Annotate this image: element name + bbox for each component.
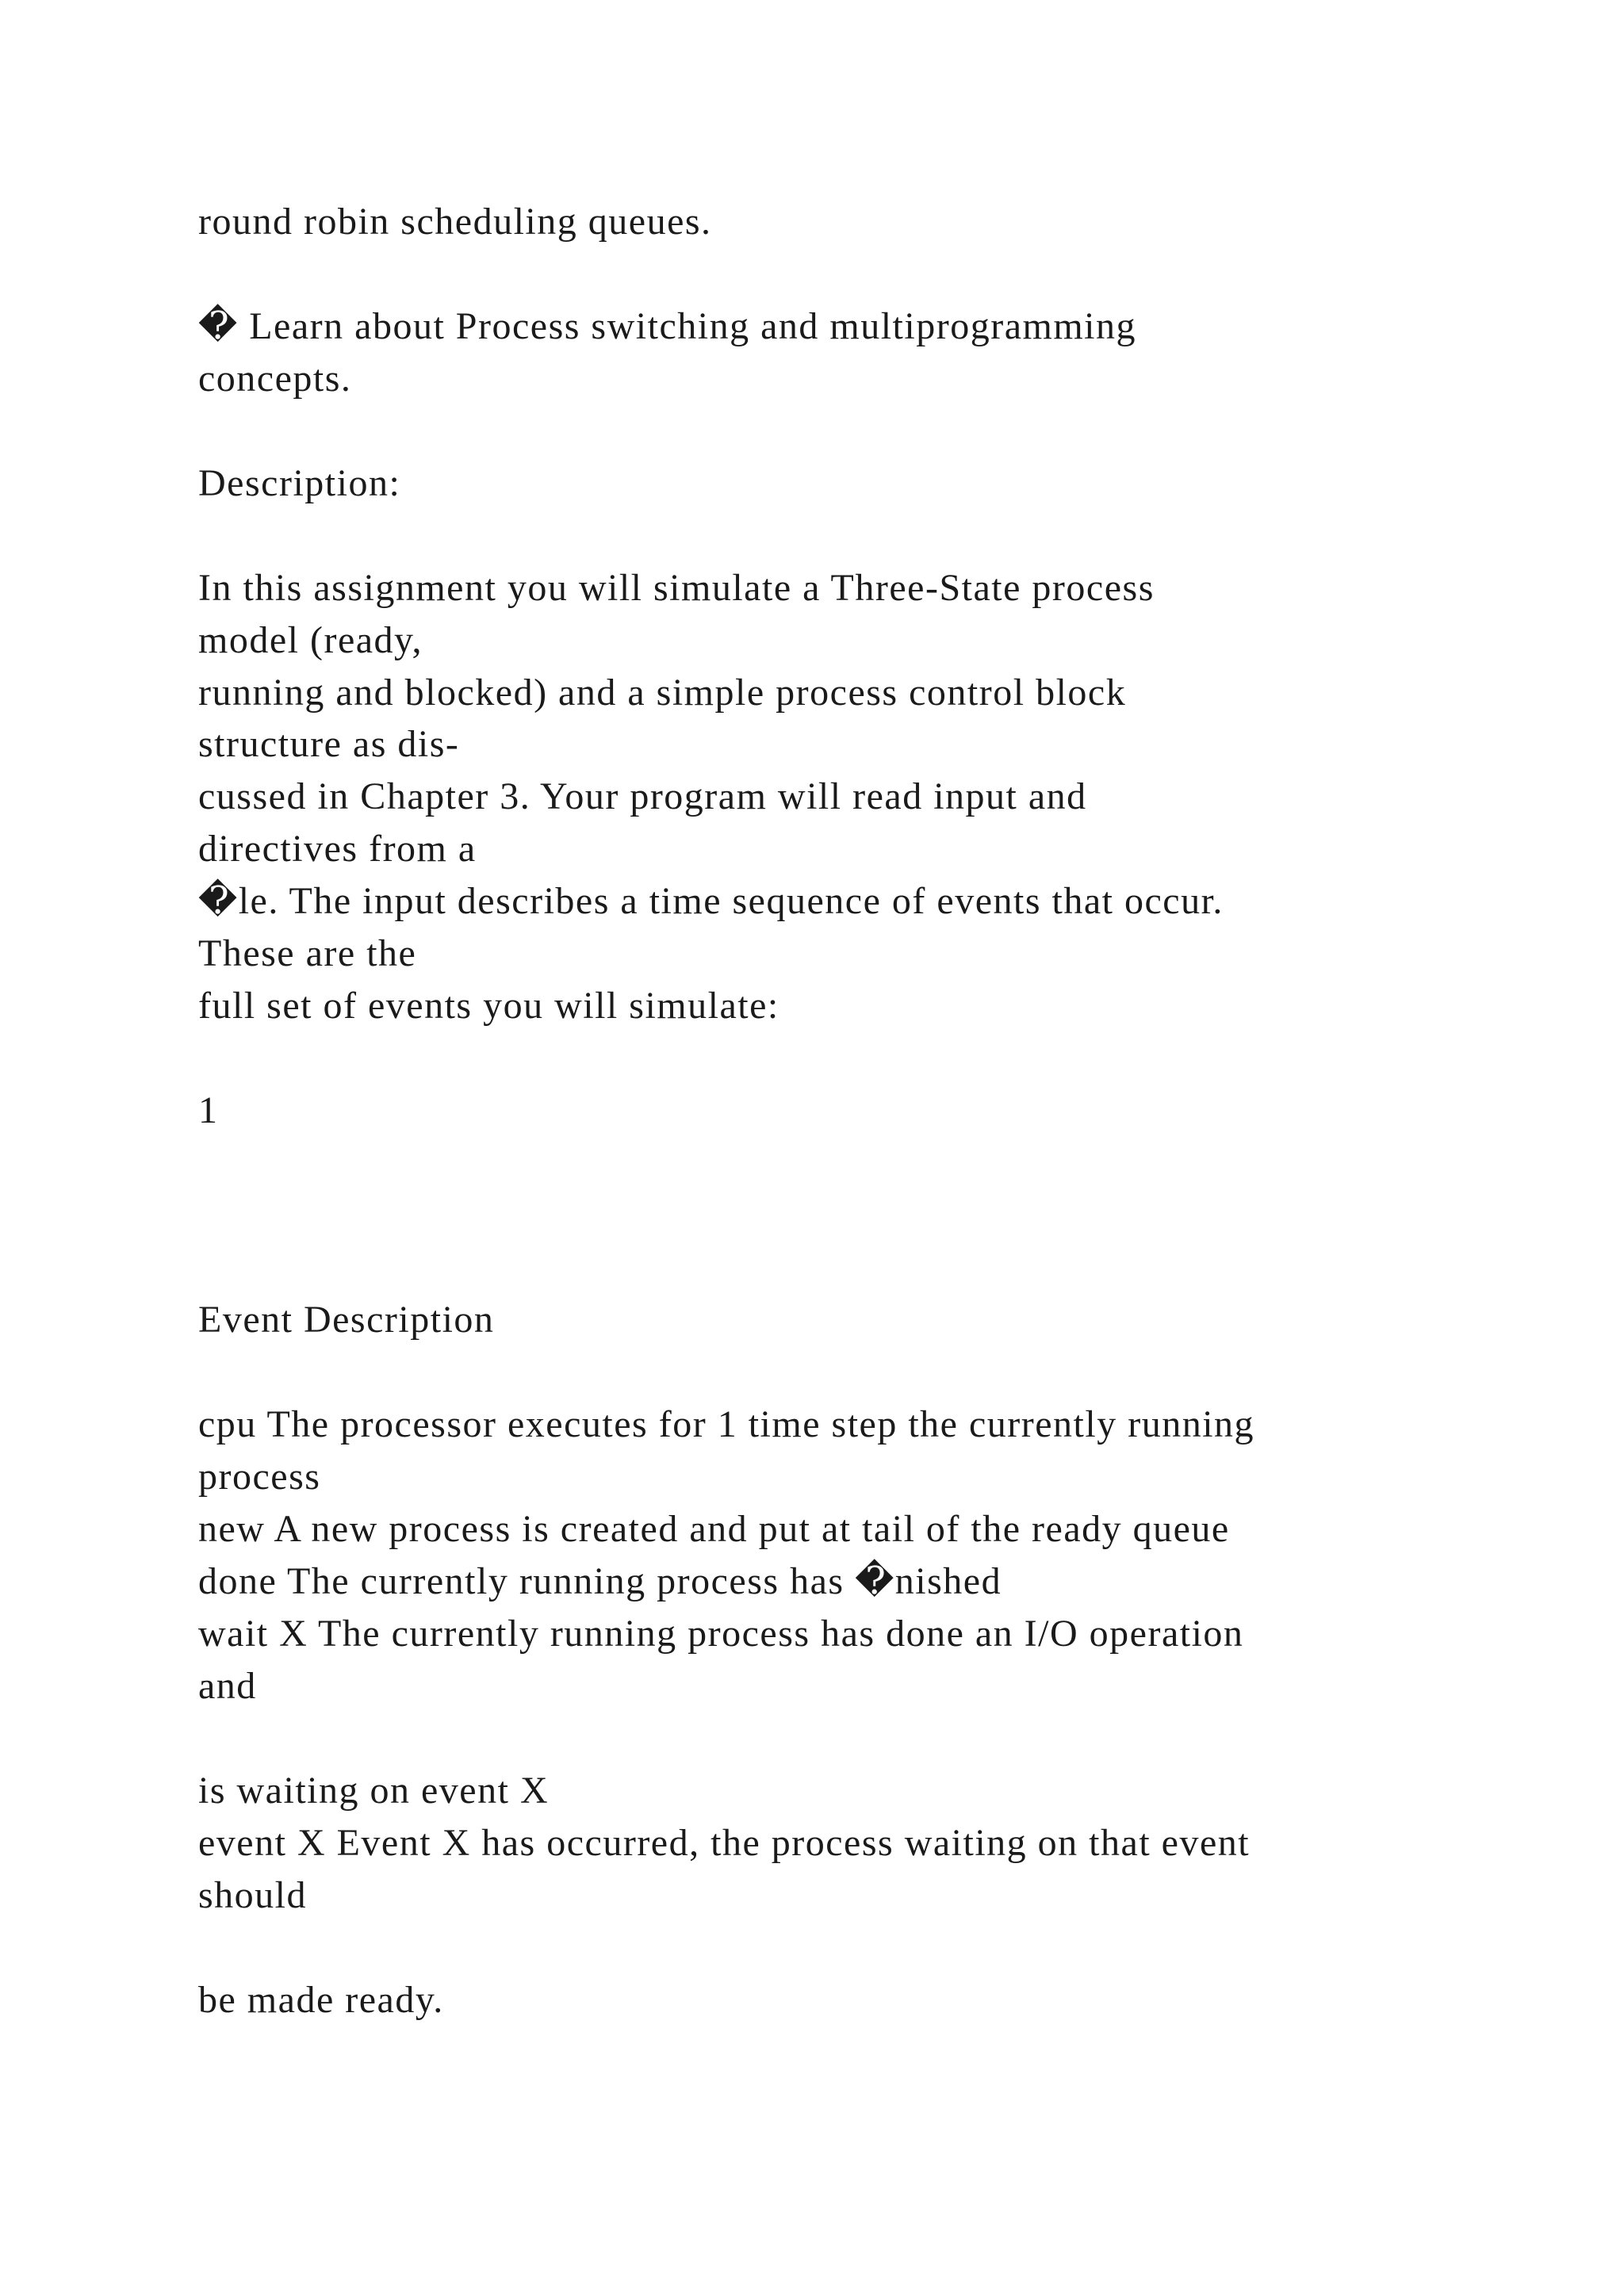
text-line: In this assignment you will simulate a Three-State process — [198, 567, 1155, 609]
table-header: Event Description — [198, 1299, 495, 1341]
event-row: cpu The processor executes for 1 time step the currently running — [198, 1403, 1255, 1445]
text-line: These are the — [198, 932, 417, 974]
event-row: is waiting on event X — [198, 1770, 550, 1812]
event-row: be made ready. — [198, 1979, 444, 2021]
text-line: model (ready, — [198, 619, 423, 661]
text-line: structure as dis- — [198, 723, 460, 765]
event-row: wait X The currently running process has done an I/O operation — [198, 1613, 1244, 1655]
text-line: � Learn about Process switching and multiprogramming — [198, 305, 1137, 347]
text-line: cussed in Chapter 3. Your program will read input and — [198, 775, 1087, 817]
text-line: �le. The input describes a time sequence of events that occur. — [198, 880, 1224, 922]
text-line: directives from a — [198, 828, 477, 870]
page-number: 1 — [198, 1089, 219, 1131]
text-line: full set of events you will simulate: — [198, 985, 779, 1027]
section-heading: Description: — [198, 462, 401, 504]
text-line: concepts. — [198, 358, 352, 400]
event-row: done The currently running process has �nished — [198, 1560, 1002, 1602]
event-row: new A new process is created and put at tail of the ready queue — [198, 1508, 1230, 1550]
text-line: running and blocked) and a simple process control block — [198, 672, 1127, 714]
event-row: should — [198, 1874, 308, 1916]
text-line: round robin scheduling queues. — [198, 201, 712, 243]
event-row: and — [198, 1665, 257, 1707]
event-row: event X Event X has occurred, the process waiting on that event — [198, 1822, 1251, 1864]
event-row: process — [198, 1456, 321, 1498]
